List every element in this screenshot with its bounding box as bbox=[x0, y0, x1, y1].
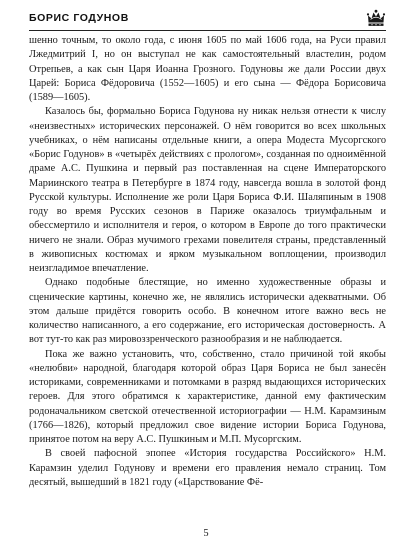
paragraph: Казалось бы, формально Бориса Годунова ну никак нельзя отнести к числу «неизвестных» исторических персонажей. О нём говорится во всех школьных учебниках, о нём написаны отдельные книги, а опера Модеста Мусоргского «Борис Годунов» в «четырёх действиях с прологом», созданная по одноимённой драме А.С. Пушкина и первый раз поставленная на сцене Императорского Мариинского театра в Петербурге в 1874 году, навсегда вошла в золотой фонд Русской культуры. Исполнение же роли Царя Бориса Ф.И. Шаляпиным в 1908 году во время Русских сезонов в Париже оказалось триумфальным и обессмертило и исполнителя и героя, о котором в Европе до того практически ничего не знали. Образ мучимого грехами повелителя страны, представленный в живописных костюмах и ярком музыкальном воплощении, производил неизгладимое впечатление. bbox=[29, 106, 386, 274]
paragraph: В своей пафосной эпопее «История государства Российского» Н.М. Карамзин уделил Годунову и времени его правления немало страниц. Том десятый, вышедший в 1821 году («Царствование Фё- bbox=[29, 448, 386, 488]
body-text bbox=[29, 34, 386, 490]
paragraph: Пока же важно установить, что, собственно, стало причиной той якобы «нелюбви» народной, благодаря которой образ Царя Бориса не был занесён историками, современниками и потомками в разряд выдающихся исторических героев. Для этого обратимся к характеристике, данной ему фактическим родоначальником светской отечественной историографии — Н.М. Карамзиным (1766—1826), который предложил свое видение истории Бориса Годунова, принятое потом на веру А.С. Пушкиным и М.П. Мусоргским. bbox=[29, 348, 386, 445]
paragraph: шенно точным, то около года, с июня 1605 по май 1606 года, на Руси правил Лжедмитрий I, но он выступал не как самостоятельный властелин, родом Отрепьев, а как сын Царя Иоанна Грозного. Годуновы же дали России двух Царей: Бориса Фёдоровича (1552—1605) и его сына — Фёдора Борисовича (1589—1605). bbox=[29, 35, 386, 103]
crown-icon bbox=[366, 9, 386, 27]
header-rule bbox=[29, 30, 386, 31]
paragraph: Однако подобные блестящие, но именно художественные образы и сценические картины, конечно же, не являлись исторически адекватными. Об этом дальше придётся говорить особо. В конечном итоге важно весь не количество написанного, а его содержание, его историческая достоверность. А вот тут-то как раз мировоззренческого разнообразия и не наблюдается. bbox=[29, 277, 386, 346]
page-header bbox=[29, 9, 386, 27]
running-title: БОРИС ГОДУНОВ bbox=[29, 12, 129, 24]
page-number: 5 bbox=[203, 528, 209, 539]
